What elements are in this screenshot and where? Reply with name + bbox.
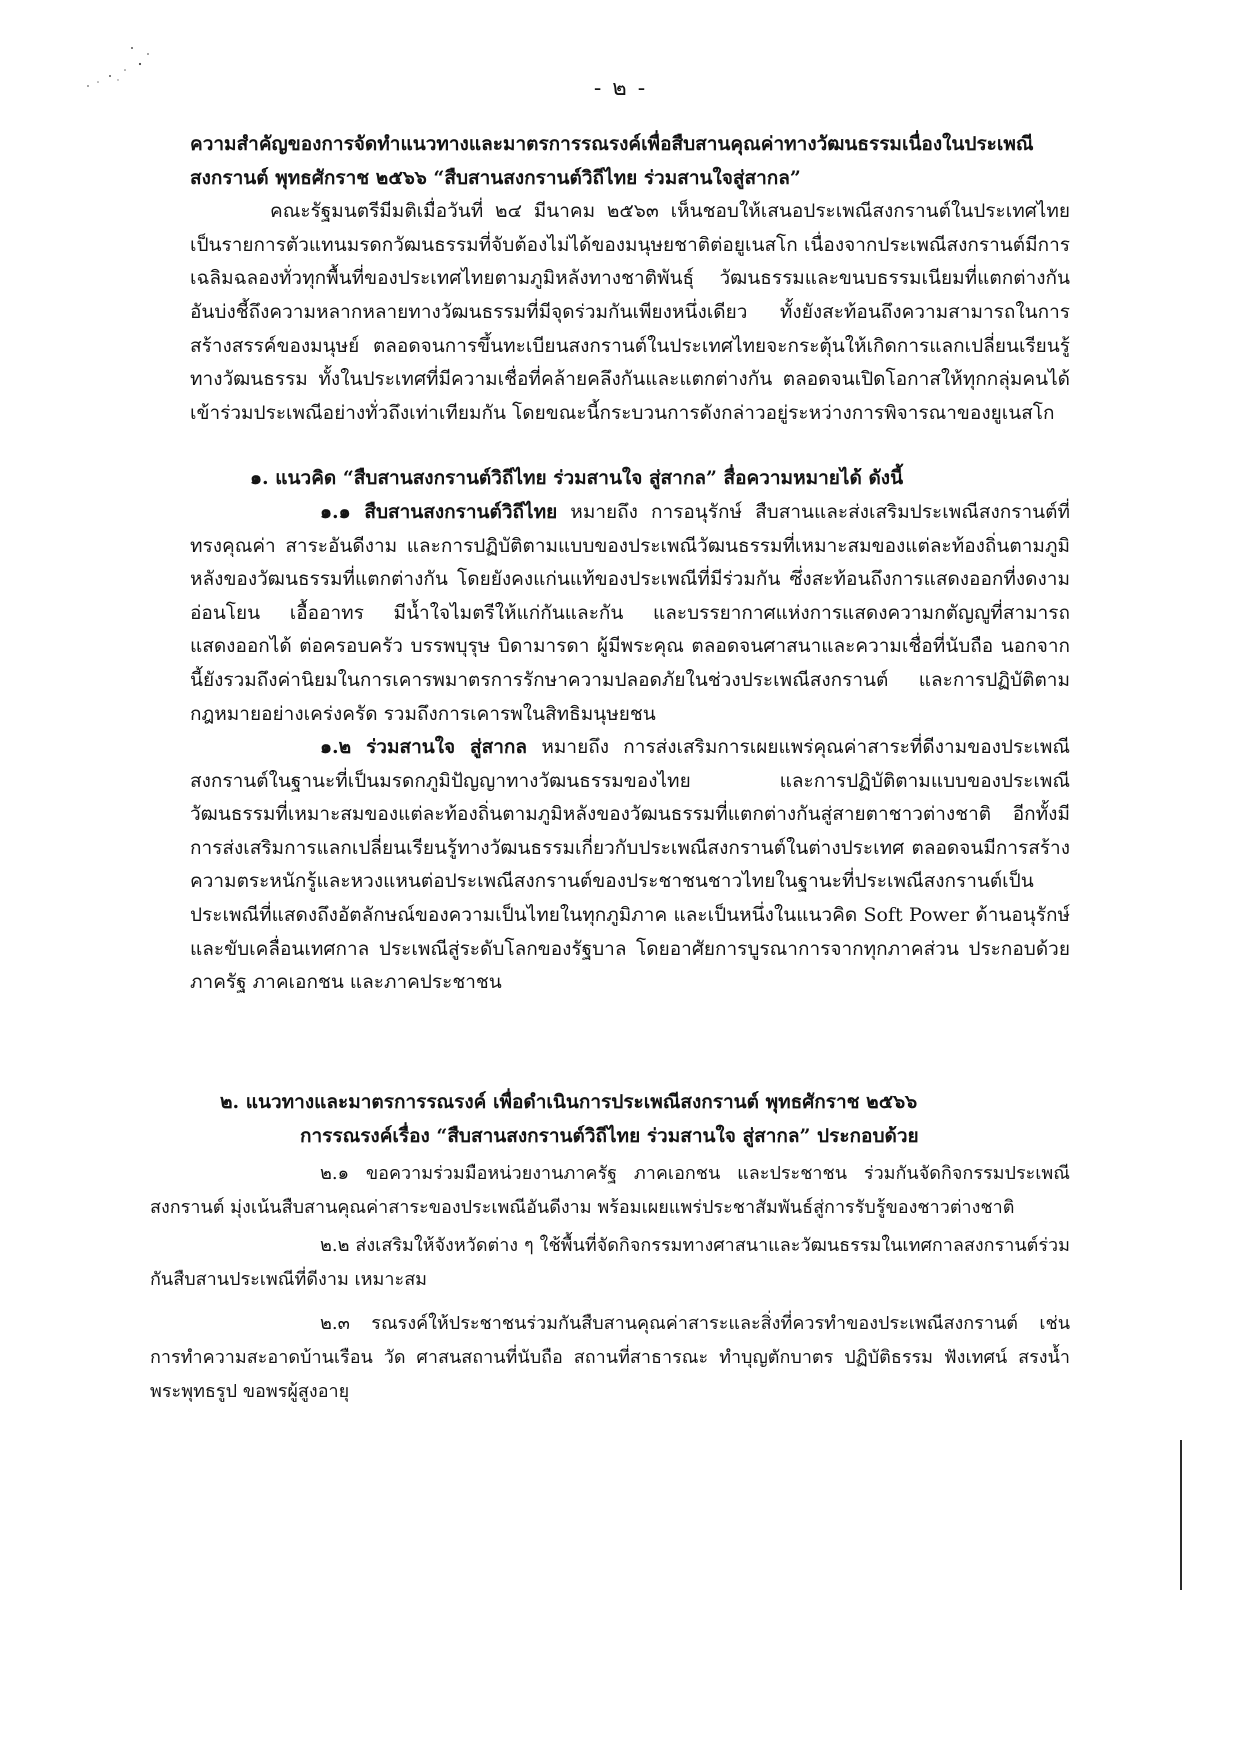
section1-item-1-body: หมายถึง การอนุรักษ์ สืบสานและส่งเสริมประเพณีสงกรานต์ที่ทรงคุณค่า สาระอันดีงาม และการปฏิบัติตามแบบของประเพณีวัฒนธรรมที่เหมาะสมของแต่ละท้องถิ่นตามภูมิหลังของวัฒนธรรมที่แตกต่างกัน โดยยังคงแก่นแท้ของประเพณีที่มีร่วมกัน ซึ่งสะท้อนถึงการแสดงออกที่งดงาม อ่อนโยน เอื้ออาทร มีน้ำใจไมตรีให้แก่กันและกัน และบรรยากาศแห่งการแสดงความกตัญญูที่สามารถแสดงออกได้ ต่อครอบครัว บรรพบุรุษ บิดามารดา ผู้มีพระคุณ ตลอดจนศาสนาและความเชื่อที่นับถือ นอกจากนี้ยังรวมถึงค่านิยมในการเคารพมาตรการรักษาความปลอดภัยในช่วงประเพณีสงกรานต์ และการปฏิบัติตามกฎหมายอย่างเคร่งครัด รวมถึงการเคารพในสิทธิมนุษยชน [190, 500, 1070, 725]
section1-item-2-head: ๑.๒ ร่วมสานใจ สู่สากล [320, 736, 528, 759]
section2-heading-line1: ๒. แนวทางและมาตรการรณรงค์ เพื่อดำเนินการประเพณีสงกรานต์ พุทธศักราช ๒๕๖๖ [220, 1091, 918, 1113]
section1-item-2 [190, 731, 1070, 1000]
section2-heading-line2: การรณรงค์เรื่อง “สืบสานสงกรานต์วิถีไทย ร่วมสานใจ สู่สากล” ประกอบด้วย [300, 1125, 919, 1147]
section2-item-1: ๒.๑ ขอความร่วมมือหน่วยงานภาครัฐ ภาคเอกชน และประชาชน ร่วมกันจัดกิจกรรมประเพณีสงกรานต์ มุ่งเน้นสืบสานคุณค่าสาระของประเพณีอันดีงาม พร้อมเผยแพร่ประชาสัมพันธ์สู่การรับรู้ของชาวต่างชาติ [150, 1163, 1070, 1218]
intro-paragraph: คณะรัฐมนตรีมีมติเมื่อวันที่ ๒๔ มีนาคม ๒๕๖๓ เห็นชอบให้เสนอประเพณีสงกรานต์ในประเทศไทย เป็นรายการตัวแทนมรดกวัฒนธรรมที่จับต้องไม่ได้ของมนุษยชาติต่อยูเนสโก เนื่องจากประเพณีสงกรานต์มีการเฉลิมฉลองทั่วทุกพื้นที่ของประเทศไทยตามภูมิหลังทางชาติพันธุ์ วัฒนธรรมและขนบธรรมเนียมที่แตกต่างกัน อันบ่งชี้ถึงความหลากหลายทางวัฒนธรรมที่มีจุดร่วมกันเพียงหนึ่งเดียว ทั้งยังสะท้อนถึงความสามารถในการสร้างสรรค์ของมนุษย์ ตลอดจนการขึ้นทะเบียนสงกรานต์ในประเทศไทยจะกระตุ้นให้เกิดการแลกเปลี่ยนเรียนรู้ทางวัฒนธรรม ทั้งในประเทศที่มีความเชื่อที่คล้ายคลึงกันและแตกต่างกัน ตลอดจนเปิดโอกาสให้ทุกกลุ่มคนได้เข้าร่วมประเพณีอย่างทั่วถึงเท่าเทียมกัน โดยขณะนี้กระบวนการดังกล่าวอยู่ระหว่างการพิจารณาของยูเนสโก [190, 200, 1070, 424]
section2-item-3: ๒.๓ รณรงค์ให้ประชาชนร่วมกันสืบสานคุณค่าสาระและสิ่งที่ควรทำของประเพณีสงกรานต์ เช่น การทำความสะอาดบ้านเรือน วัด ศาสนสถานที่นับถือ สถานที่สาธารณะ ทำบุญตักบาตร ปฏิบัติธรรม ฟังเทศน์ สรงน้ำพระพุทธรูป ขอพรผู้สูงอายุ [150, 1313, 1070, 1402]
document-body [190, 128, 1070, 1000]
margin-rule-line [1180, 1440, 1182, 1590]
section1-item-1-head: ๑.๑ สืบสานสงกรานต์วิถีไทย [320, 500, 558, 523]
section1-item-2-body: หมายถึง การส่งเสริมการเผยแพร่คุณค่าสาระที่ดีงามของประเพณีสงกรานต์ในฐานะที่เป็นมรดกภูมิปัญญาทางวัฒนธรรมของไทย และการปฏิบัติตามแบบของประเพณีวัฒนธรรมที่เหมาะสมของแต่ละท้องถิ่นตามภูมิหลังของวัฒนธรรมที่แตกต่างกันสู่สายตาชาวต่างชาติ อีกทั้งมีการส่งเสริมการแลกเปลี่ยนเรียนรู้ทางวัฒนธรรมเกี่ยวกับประเพณีสงกรานต์ในต่างประเทศ ตลอดจนมีการสร้างความตระหนักรู้และหวงแหนต่อประเพณีสงกรานต์ของประชาชนชาวไทยในฐานะที่ประเพณีสงกรานต์เป็นประเพณีที่แสดงถึงอัตลักษณ์ของความเป็นไทยในทุกภูมิภาค และเป็นหนึ่งในแนวคิด Soft Power ด้านอนุรักษ์และขับเคลื่อนเทศกาล ประเพณีสู่ระดับโลกของรัฐบาล โดยอาศัยการบูรณาการจากทุกภาคส่วน ประกอบด้วย ภาครัฐ ภาคเอกชน และภาคประชาชน [190, 736, 1070, 994]
page-number: - ๒ - [593, 76, 648, 101]
section1-heading: ๑. แนวคิด “สืบสานสงกรานต์วิถีไทย ร่วมสานใจ สู่สากล” สื่อความหมายได้ ดังนี้ [250, 467, 904, 490]
section2-item-2: ๒.๒ ส่งเสริมให้จังหวัดต่าง ๆ ใช้พื้นที่จัดกิจกรรมทางศาสนาและวัฒนธรรมในเทศกาลสงกรานต์ร่วมกันสืบสานประเพณีที่ดีงาม เหมาะสม [150, 1235, 1070, 1290]
intro-title: ความสำคัญของการจัดทำแนวทางและมาตรการรณรงค์เพื่อสืบสานคุณค่าทางวัฒนธรรมเนื่องในประเพณีสงกรานต์ พุทธศักราช ๒๕๖๖ “สืบสานสงกรานต์วิถีไทย ร่วมสานใจสู่สากล” [190, 133, 1034, 189]
section2 [150, 1085, 1070, 1409]
section1-item-1 [190, 496, 1070, 731]
